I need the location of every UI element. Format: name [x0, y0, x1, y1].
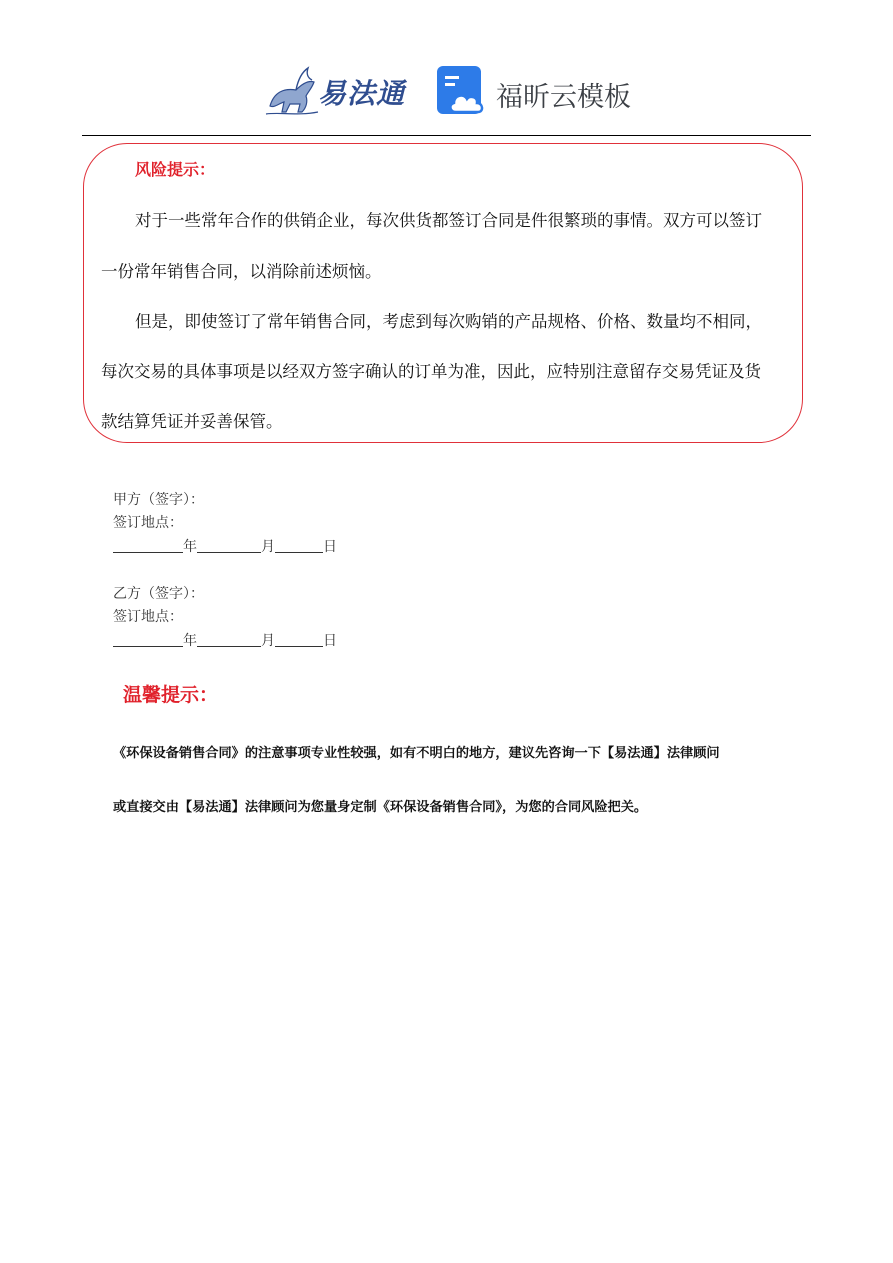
month-blank[interactable]	[197, 538, 261, 553]
warm-tip-line: 或直接交由【易法通】法律顾问为您量身定制《环保设备销售合同》，为您的合同风险把关。	[113, 800, 648, 815]
month-label: 月	[261, 633, 275, 649]
risk-line: 每次交易的具体事项是以经双方签字确认的订单为准，因此，应特别注意留存交易凭证及货	[101, 362, 761, 381]
year-blank[interactable]	[113, 538, 183, 553]
risk-line: 但是，即使签订了常年销售合同，考虑到每次购销的产品规格、价格、数量均不相同，	[135, 312, 762, 331]
risk-line: 对于一些常年合作的供销企业，每次供货都签订合同是件很繁琐的事情。双方可以签订	[135, 211, 762, 230]
party-a-place-label: 签订地点：	[113, 515, 183, 531]
day-blank[interactable]	[275, 538, 323, 553]
warm-tip-title: 温馨提示：	[123, 684, 219, 706]
day-label: 日	[323, 633, 337, 649]
warm-tip-line: 《环保设备销售合同》的注意事项专业性较强，如有不明白的地方，建议先咨询一下【易法通】法律顾问	[113, 746, 720, 761]
risk-line: 款结算凭证并妥善保管。	[101, 412, 283, 431]
day-blank[interactable]	[275, 632, 323, 647]
risk-notice-box	[83, 143, 803, 443]
qilin-icon	[262, 62, 322, 118]
risk-notice-title: 风险提示：	[135, 160, 216, 179]
party-a-signature-label: 甲方（签字）：	[113, 492, 204, 508]
year-blank[interactable]	[113, 632, 183, 647]
month-blank[interactable]	[197, 632, 261, 647]
year-label: 年	[183, 539, 197, 555]
logo1-text: 易法通	[318, 77, 406, 110]
month-label: 月	[261, 539, 275, 555]
header	[0, 60, 893, 122]
year-label: 年	[183, 633, 197, 649]
cloud-template-icon	[436, 65, 488, 117]
logo2-text: 福昕云模板	[496, 82, 631, 113]
yifatong-logo	[262, 60, 412, 120]
risk-line: 一份常年销售合同，以消除前述烦恼。	[101, 262, 382, 281]
party-b-date-line	[113, 630, 337, 650]
header-divider	[82, 135, 811, 136]
fuxin-logo	[436, 65, 636, 121]
party-b-signature-label: 乙方（签字）：	[113, 586, 204, 602]
party-b-place-label: 签订地点：	[113, 609, 183, 625]
party-a-date-line	[113, 536, 337, 556]
day-label: 日	[323, 539, 337, 555]
